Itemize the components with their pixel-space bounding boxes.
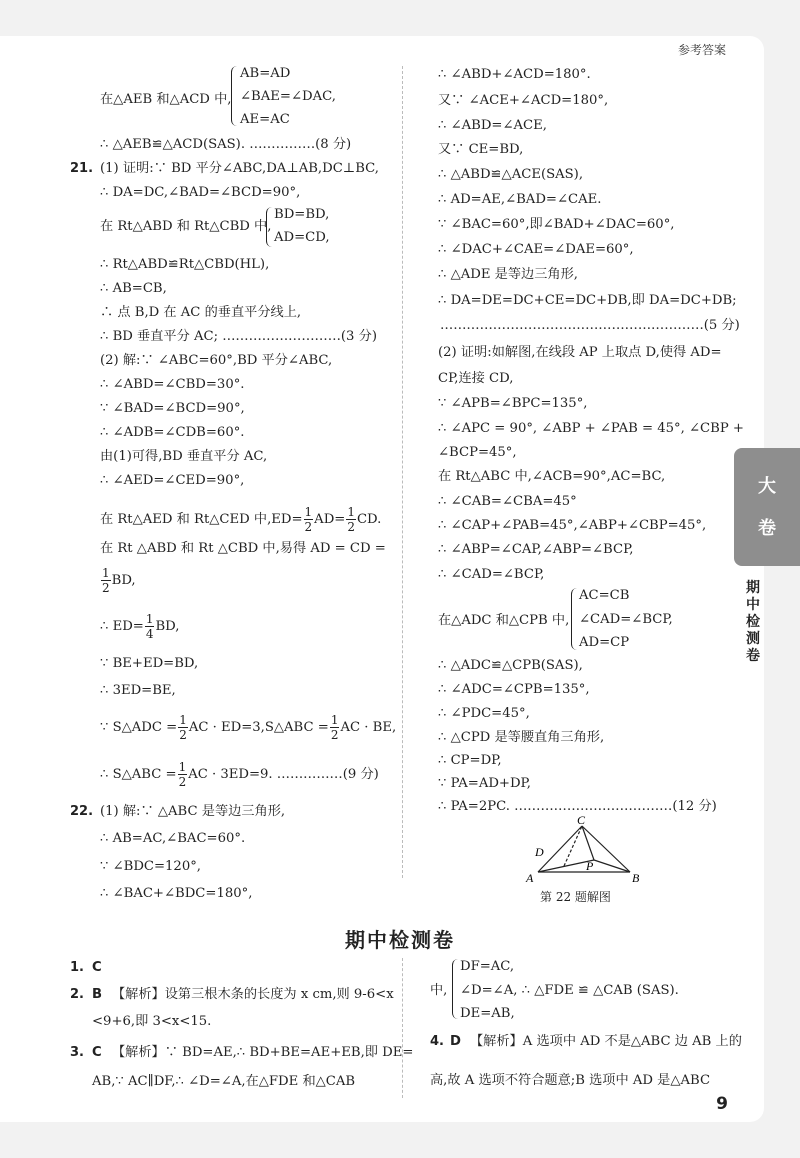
fraction-denominator: 2 xyxy=(347,520,355,534)
side-tab-char: 大 xyxy=(758,476,776,497)
text-line: ∴ △AEB≌△ACD(SAS). ……………(8 分) xyxy=(100,137,352,152)
side-label-char: 卷 xyxy=(746,648,760,664)
fraction-denominator: 2 xyxy=(179,728,187,742)
text-line: ∴ AB=AC,∠BAC=60°. xyxy=(100,831,246,846)
text-line: ∴ ∠DAC+∠CAE=∠DAE=60°, xyxy=(438,242,634,257)
fraction xyxy=(145,612,155,641)
text-line: ∠CAD=∠BCP, xyxy=(579,612,673,627)
text-line: ∴ DA=DE=DC+CE=DC+DB,即 DA=DC+DB; xyxy=(438,293,737,308)
answer-choice: C xyxy=(92,960,102,975)
fraction-denominator: 2 xyxy=(102,581,110,595)
label-D: D xyxy=(535,845,544,859)
question-number-21: 21. xyxy=(70,161,94,176)
fraction-numerator: 1 xyxy=(330,713,339,727)
text-line: ∴ ∠CAB=∠CBA=45° xyxy=(438,494,577,509)
side-vertical-label xyxy=(744,580,762,665)
text-fragment: AD= xyxy=(314,512,346,527)
text-line: ∴ △ADE 是等边三角形, xyxy=(438,267,578,282)
fraction xyxy=(178,713,188,742)
text-line: ……………………………………………………(5 分) xyxy=(440,318,740,333)
text-line: 又∵ ∠ACE+∠ACD=180°, xyxy=(438,93,609,108)
text-line xyxy=(100,612,179,641)
text-fragment: 在 Rt△AED 和 Rt△CED 中,ED= xyxy=(100,512,303,527)
text-line xyxy=(100,505,381,534)
text-line: ∴ 点 B,D 在 AC 的垂直平分线上, xyxy=(100,305,302,320)
text-line: <9+6,即 3<x<15. xyxy=(92,1014,212,1029)
text-line: 【解析】∵ BD=AE,∴ BD+BE=AE+EB,即 DE= xyxy=(112,1045,414,1060)
fraction xyxy=(101,566,111,595)
text-line: ∴ BD 垂直平分 AC; ………………………(3 分) xyxy=(100,329,377,344)
text-line: ∴ ∠ABP=∠CAP,∠ABP=∠BCP, xyxy=(438,542,634,557)
text-line: 在 Rt△ABC 中,∠ACB=90°,AC=BC, xyxy=(438,469,666,484)
text-line: 在 Rt △ABD 和 Rt △CBD 中,易得 AD = CD = xyxy=(100,541,386,556)
page-number: 9 xyxy=(716,1094,728,1114)
text-line: ∵ ∠BAD=∠BCD=90°, xyxy=(100,401,245,416)
text-fragment: CD. xyxy=(356,512,382,527)
text-line: ∠BCP=45°, xyxy=(438,445,517,460)
text-line: ∴ ∠ABD+∠ACD=180°. xyxy=(438,67,591,82)
label-P: P xyxy=(586,859,594,873)
text-line: ∴ CP=DP, xyxy=(438,753,502,768)
fraction-numerator: 1 xyxy=(179,713,187,727)
answer-choice: C xyxy=(92,1045,102,1060)
text-line: ∵ ∠BDC=120°, xyxy=(100,859,201,874)
text-line: ∴ Rt△ABD≌Rt△CBD(HL), xyxy=(100,257,270,272)
fraction-numerator: 1 xyxy=(347,505,355,519)
fraction xyxy=(178,760,188,789)
text-line: (1) 解:∵ △ABC 是等边三角形, xyxy=(100,804,286,819)
fraction-numerator: 1 xyxy=(145,612,154,626)
text-line: ∴ ∠PDC=45°, xyxy=(438,706,530,721)
question-number-3: 3. xyxy=(70,1045,84,1060)
answer-choice: D xyxy=(450,1034,461,1049)
side-label-char: 期 xyxy=(746,580,760,596)
text-line: ∴ ∠ADB=∠CDB=60°. xyxy=(100,425,245,440)
equation-brace xyxy=(452,959,459,1019)
text-fragment: ∴ S△ABC = xyxy=(100,767,177,782)
column-divider-bottom xyxy=(402,958,403,1098)
text-line: AB,∵ AC∥DF,∴ ∠D=∠A,在△FDE 和△CAB xyxy=(92,1074,356,1089)
question-number-22: 22. xyxy=(70,804,94,819)
figure-caption: 第 22 题解图 xyxy=(540,890,611,904)
label-C: C xyxy=(577,814,586,827)
equation-brace xyxy=(266,207,273,247)
text-line: 在 Rt△ABD 和 Rt△CBD 中, xyxy=(100,219,272,234)
text-line: 高,故 A 选项不符合题意;B 选项中 AD 是△ABC xyxy=(430,1073,711,1088)
text-line: 又∵ CE=BD, xyxy=(438,142,524,157)
text-line: 【解析】A 选项中 AD 不是△ABC 边 AB 上的 xyxy=(470,1034,742,1049)
text-line: 在△AEB 和△ACD 中, xyxy=(100,92,232,107)
text-line: AC=CB xyxy=(579,588,630,603)
text-line: BD=BD, xyxy=(274,207,330,222)
fraction-numerator: 1 xyxy=(102,566,110,580)
label-B: B xyxy=(632,871,640,885)
text-line: ∵ ∠APB=∠BPC=135°, xyxy=(438,396,588,411)
text-line xyxy=(100,760,379,789)
geometry-figure xyxy=(520,814,650,888)
equation-brace xyxy=(571,588,578,650)
side-label-char: 检 xyxy=(746,614,760,630)
fraction xyxy=(346,505,356,534)
fraction-denominator: 2 xyxy=(304,520,313,534)
question-number-1: 1. xyxy=(70,960,84,975)
text-line: ∴ 3ED=BE, xyxy=(100,683,176,698)
text-line: ∴ ∠AED=∠CED=90°, xyxy=(100,473,245,488)
text-line: AD=CD, xyxy=(274,230,330,245)
fraction xyxy=(330,713,340,742)
text-line: 由(1)可得,BD 垂直平分 AC, xyxy=(100,449,268,464)
text-fragment: BD, xyxy=(155,619,180,634)
text-fragment: AC · BE, xyxy=(340,720,397,735)
text-fragment: AC · 3ED=9. ……………(9 分) xyxy=(188,767,379,782)
text-line: 【解析】设第三根木条的长度为 x cm,则 9-6<x xyxy=(112,987,394,1002)
text-line: AE=AC xyxy=(240,112,290,127)
text-line: ∵ PA=AD+DP, xyxy=(438,776,531,791)
answer-choice: B xyxy=(92,987,103,1002)
text-line: (1) 证明:∵ BD 平分∠ABC,DA⊥AB,DC⊥BC, xyxy=(100,161,379,176)
label-A: A xyxy=(526,871,534,885)
text-line: ∵ ∠BAC=60°,即∠BAD+∠DAC=60°, xyxy=(438,217,675,232)
column-divider xyxy=(402,66,403,878)
text-line: ∴ ∠BAC+∠BDC=180°, xyxy=(100,886,253,901)
text-line: ∴ AB=CB, xyxy=(100,281,167,296)
text-line: ∴ AD=AE,∠BAD=∠CAE. xyxy=(438,192,602,207)
fraction xyxy=(304,505,314,534)
text-line: ∵ BE+ED=BD, xyxy=(100,656,199,671)
text-line xyxy=(100,713,396,742)
text-line: DE=AB, xyxy=(460,1006,515,1021)
text-line: ∴ △ABD≌△ACE(SAS), xyxy=(438,167,584,182)
side-tab xyxy=(734,448,800,566)
fraction-numerator: 1 xyxy=(304,505,313,519)
text-line: AD=CP xyxy=(579,635,630,650)
text-line: ∴ △CPD 是等腰直角三角形, xyxy=(438,730,605,745)
text-line: ∴ ∠CAP+∠PAB=45°,∠ABP+∠CBP=45°, xyxy=(438,518,707,533)
text-fragment: AC · ED=3,S△ABC = xyxy=(188,720,329,735)
text-line: AB=AD xyxy=(240,66,291,81)
side-label-char: 中 xyxy=(746,597,760,613)
text-line: ∴ ∠ABD=∠ACE, xyxy=(438,118,547,133)
section-title: 期中检测卷 xyxy=(345,928,455,952)
text-line: ∴ PA=2PC. ………………………………(12 分) xyxy=(438,799,717,814)
text-line: ∴ DA=DC,∠BAD=∠BCD=90°, xyxy=(100,185,301,200)
text-line: ∴ △ADC≌△CPB(SAS), xyxy=(438,658,583,673)
text-line: ∴ ∠CAD=∠BCP, xyxy=(438,567,545,582)
text-line: ∠BAE=∠DAC, xyxy=(240,89,336,104)
question-number-2: 2. xyxy=(70,987,84,1002)
text-fragment: ∵ S△ADC = xyxy=(100,720,178,735)
question-number-4: 4. xyxy=(430,1034,444,1049)
text-line: (2) 证明:如解图,在线段 AP 上取点 D,使得 AD= xyxy=(438,345,722,360)
text-line: ∠D=∠A, ∴ △FDE ≌ △CAB (SAS). xyxy=(460,983,679,998)
fraction-numerator: 1 xyxy=(178,760,187,774)
text-line xyxy=(100,566,136,595)
text-fragment: BD, xyxy=(111,573,136,588)
segment-AC xyxy=(538,826,582,872)
text-line: ∴ ∠ADC=∠CPB=135°, xyxy=(438,682,590,697)
fraction-denominator: 2 xyxy=(330,728,339,742)
header-note: 参考答案 xyxy=(677,43,726,57)
side-tab-char: 卷 xyxy=(758,518,776,539)
fraction-denominator: 2 xyxy=(178,775,187,789)
text-line: DF=AC, xyxy=(460,959,515,974)
equation-brace xyxy=(231,66,238,126)
text-line: ∴ ∠APC = 90°, ∠ABP + ∠PAB = 45°, ∠CBP + xyxy=(438,421,744,436)
text-line: 中, xyxy=(430,983,448,998)
side-label-char: 测 xyxy=(746,631,760,647)
text-line: ∴ ∠ABD=∠CBD=30°. xyxy=(100,377,245,392)
text-line: (2) 解:∵ ∠ABC=60°,BD 平分∠ABC, xyxy=(100,353,333,368)
text-line: 在△ADC 和△CPB 中, xyxy=(438,613,570,628)
text-line: CP,连接 CD, xyxy=(438,371,514,386)
text-fragment: ∴ ED= xyxy=(100,619,144,634)
fraction-denominator: 4 xyxy=(145,627,154,641)
segment-DC xyxy=(564,826,582,866)
